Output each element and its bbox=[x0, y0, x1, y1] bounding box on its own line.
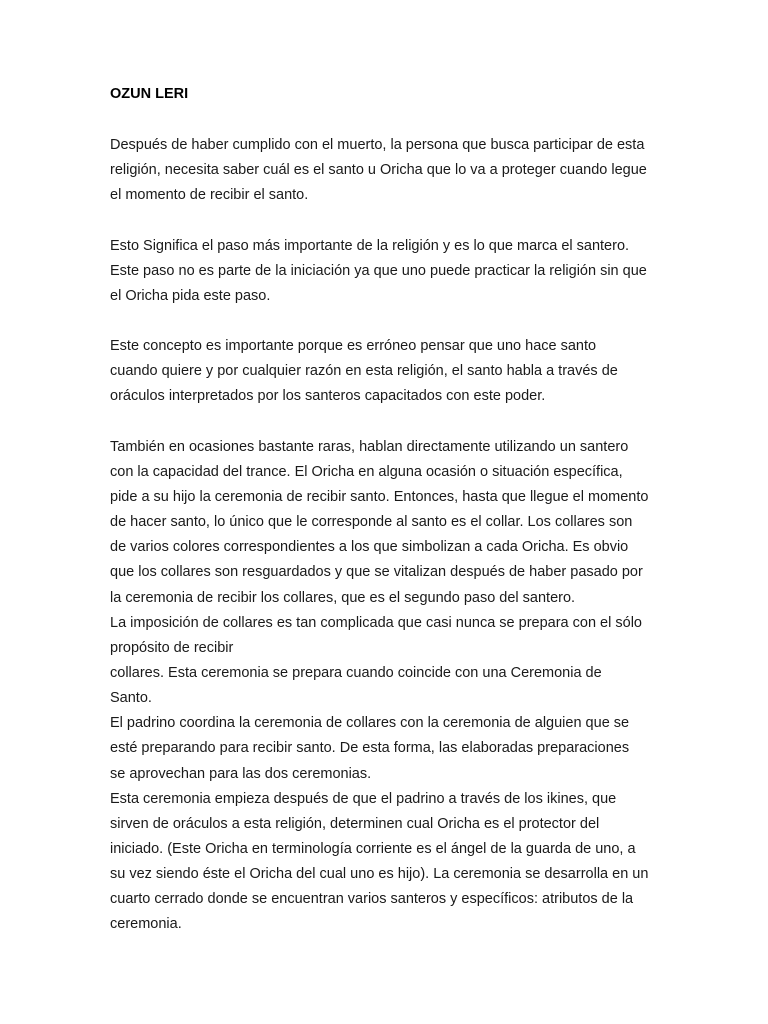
body-text-line: pide a su hijo la ceremonia de recibir santo. Entonces, hasta que llegue el momento bbox=[110, 488, 649, 505]
body-text-line: su vez siendo éste el Oricha del cual uno es hijo). La ceremonia se desarrolla en un bbox=[110, 866, 649, 883]
body-text-line: esté preparando para recibir santo. De esta forma, las elaboradas preparaciones bbox=[110, 740, 630, 757]
body-text-line: con la capacidad del trance. El Oricha en alguna ocasión o situación específica, bbox=[110, 463, 623, 480]
body-text-line: oráculos interpretados por los santeros capacitados con este poder. bbox=[110, 388, 546, 405]
body-text-line: El padrino coordina la ceremonia de collares con la ceremonia de alguien que se bbox=[110, 715, 630, 732]
body-text-line: Este paso no es parte de la iniciación ya que uno puede practicar la religión sin que bbox=[110, 262, 647, 279]
body-text-line: cuarto cerrado donde se encuentran varios santeros y específicos: atributos de la bbox=[110, 891, 634, 908]
paragraph-gap bbox=[110, 311, 670, 336]
body-text-line: Esto Significa el paso más importante de la religión y es lo que marca el santero. bbox=[110, 237, 630, 254]
document-body bbox=[110, 135, 670, 940]
body-text-line: de hacer santo, lo único que le corresponde al santo es el collar. Los collares son bbox=[110, 514, 633, 531]
body-text-line: También en ocasiones bastante raras, hablan directamente utilizando un santero bbox=[110, 438, 629, 455]
body-text-line: se aprovechan para las dos ceremonias. bbox=[110, 765, 372, 782]
body-text-line: cuando quiere y por cualquier razón en esta religión, el santo habla a través de bbox=[110, 363, 618, 380]
body-text-line: Este concepto es importante porque es erróneo pensar que uno hace santo bbox=[110, 338, 597, 355]
body-text-line: ceremonia. bbox=[110, 916, 182, 933]
body-text-line: que los collares son resguardados y que se vitalizan después de haber pasado por bbox=[110, 564, 643, 581]
body-text-line: La imposición de collares es tan complicada que casi nunca se prepara con el sólo bbox=[110, 614, 642, 631]
body-text-line: la ceremonia de recibir los collares, que es el segundo paso del santero. bbox=[110, 589, 576, 606]
body-text-line: religión, necesita saber cuál es el santo u Oricha que lo va a proteger cuando legue bbox=[110, 162, 647, 179]
body-text-line: iniciado. (Este Oricha en terminología corriente es el ángel de la guarda de uno, a bbox=[110, 840, 636, 857]
body-text-line: collares. Esta ceremonia se prepara cuando coincide con una Ceremonia de bbox=[110, 664, 602, 681]
body-text-line: de varios colores correspondientes a los que simbolizan a cada Oricha. Es obvio bbox=[110, 539, 629, 556]
paragraph-gap bbox=[110, 210, 670, 235]
body-text-line: el Oricha pida este paso. bbox=[110, 287, 271, 304]
body-text-line: Después de haber cumplido con el muerto, la persona que busca participar de esta bbox=[110, 137, 645, 153]
body-text-line: el momento de recibir el santo. bbox=[110, 187, 309, 204]
document-title: OZUN LERI bbox=[110, 86, 189, 102]
body-text-line: sirven de oráculos a esta religión, determinen cual Oricha es el protector del bbox=[110, 815, 600, 832]
paragraph-gap bbox=[110, 412, 670, 437]
body-text-line: Esta ceremonia empieza después de que el padrino a través de los ikines, que bbox=[110, 790, 617, 807]
body-text-line: propósito de recibir bbox=[110, 639, 234, 656]
body-text-line: Santo. bbox=[110, 690, 152, 707]
